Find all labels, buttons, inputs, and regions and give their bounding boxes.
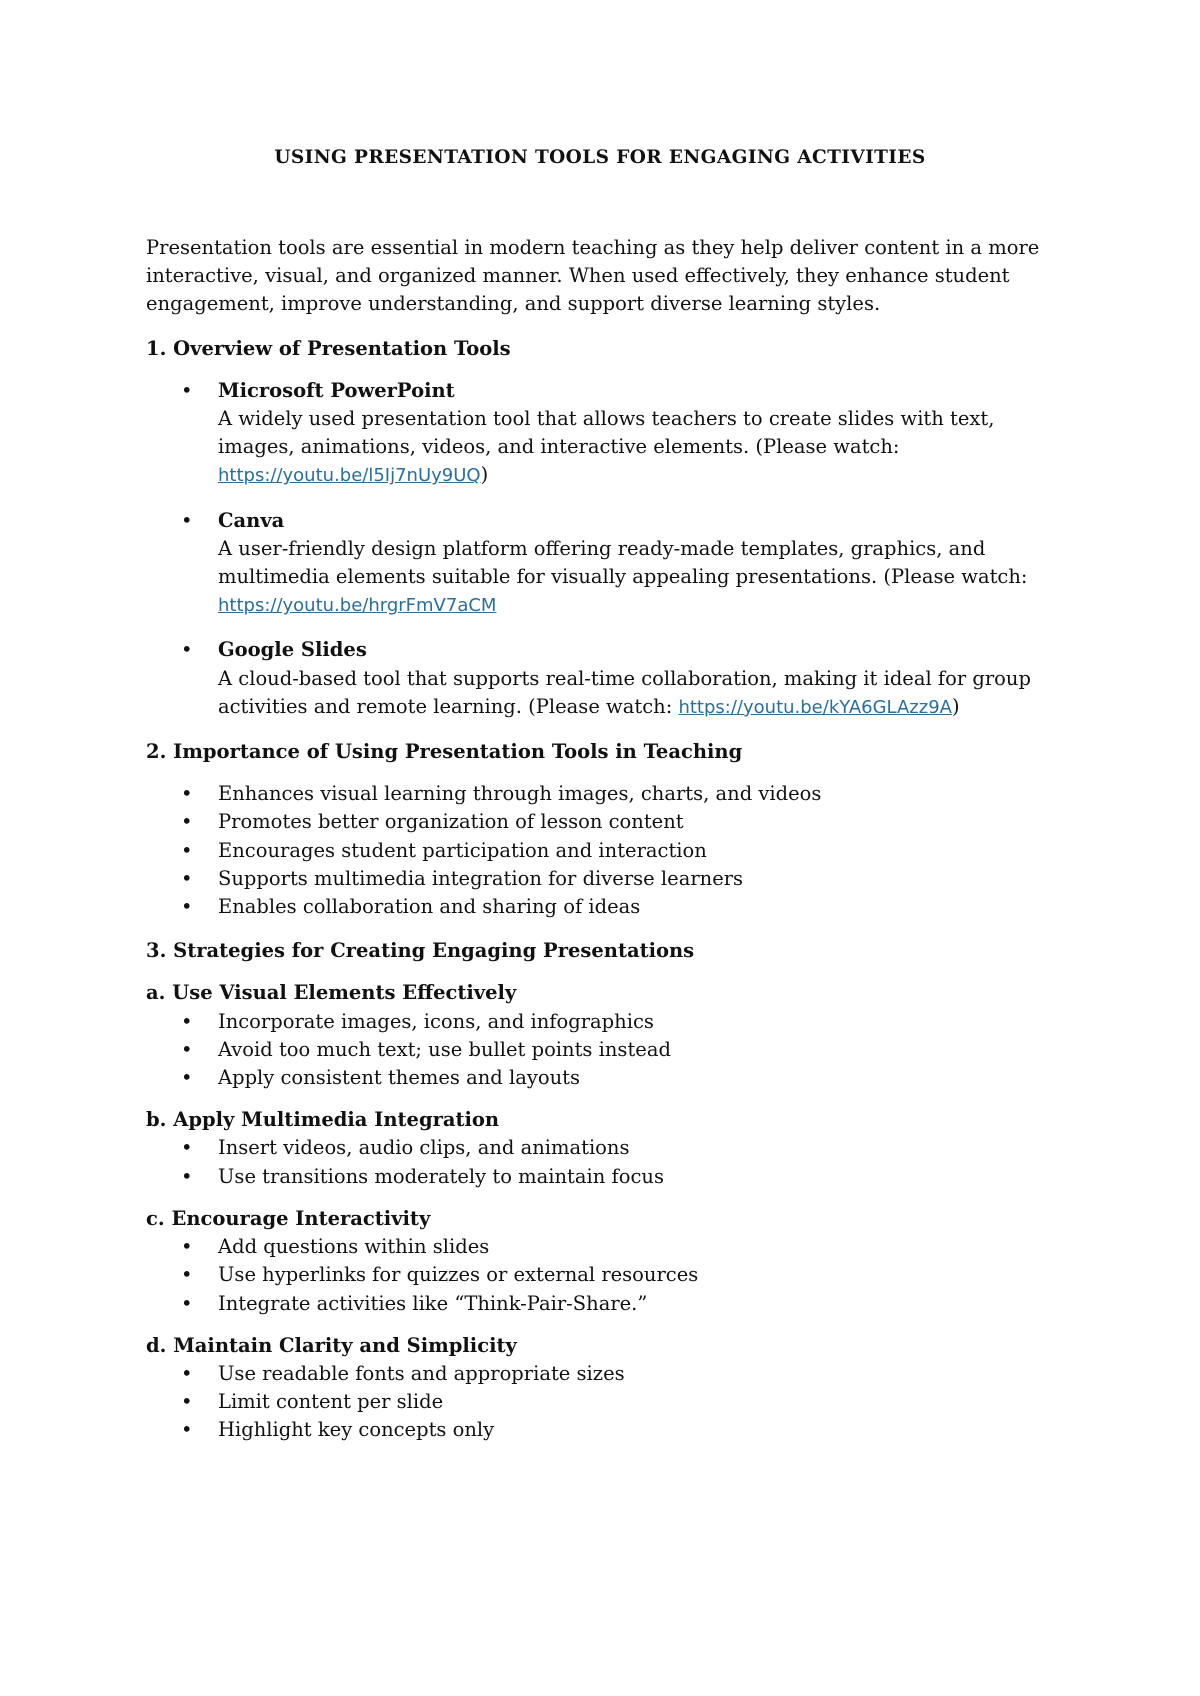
list-item: • Use readable fonts and appropriate sizes xyxy=(146,1360,1066,1388)
list-item: • Encourages student participation and interaction xyxy=(146,837,1066,865)
bullet-icon: • xyxy=(181,638,193,662)
list-item: • Use hyperlinks for quizzes or external resources xyxy=(146,1261,1066,1289)
list-item: • Enables collaboration and sharing of ideas xyxy=(146,893,1066,921)
subsection-b-heading: b. Apply Multimedia Integration xyxy=(146,1108,500,1132)
section-1-heading: 1. Overview of Presentation Tools xyxy=(146,336,511,360)
tool-description: A user-friendly design platform offering ready-made templates, graphics, and multimedia elements suitable for visually appealing presentations. (Please watch: https://youtu.be/hrgrFmV7aCM xyxy=(218,536,1028,617)
list-item: • Limit content per slide xyxy=(146,1388,1066,1416)
list-item: • Add questions within slides xyxy=(146,1233,1066,1261)
bullet-icon: • xyxy=(181,838,193,862)
bullet-icon: • xyxy=(181,1263,193,1287)
bullet-icon: • xyxy=(181,782,193,806)
tool-name: Canva xyxy=(218,508,285,532)
tool-name: Google Slides xyxy=(218,638,367,662)
subsection-c-heading: c. Encourage Interactivity xyxy=(146,1206,431,1230)
subsection-d-list xyxy=(146,1360,1066,1445)
video-link-google-slides[interactable]: https://youtu.be/kYA6GLAzz9A xyxy=(678,696,952,718)
document-body xyxy=(146,234,1066,1459)
bullet-icon: • xyxy=(181,1361,193,1385)
bullet-icon: • xyxy=(181,1136,193,1160)
tool-description: A cloud-based tool that supports real-time collaboration, making it ideal for group activities and remote learning. (Please watch: https://youtu.be/kYA6GLAzz9A) xyxy=(218,666,1031,718)
tool-description: A widely used presentation tool that allows teachers to create slides with text, images, animations, videos, and interactive elements. (Please watch: https://youtu.be/l5Ij7nUy9UQ) xyxy=(218,407,995,487)
bullet-icon: • xyxy=(181,1066,193,1090)
list-item: • Incorporate images, icons, and infographics xyxy=(146,1008,1066,1036)
list-item: • Promotes better organization of lesson content xyxy=(146,808,1066,836)
subsection-a-heading: a. Use Visual Elements Effectively xyxy=(146,981,517,1005)
tool-name: Microsoft PowerPoint xyxy=(218,378,455,402)
bullet-icon: • xyxy=(181,508,193,532)
tool-item-google-slides xyxy=(146,636,1066,722)
bullet-icon: • xyxy=(181,1390,193,1414)
list-item: • Highlight key concepts only xyxy=(146,1416,1066,1444)
list-item: • Avoid too much text; use bullet points instead xyxy=(146,1036,1066,1064)
tool-item-powerpoint xyxy=(146,377,1066,491)
list-item: • Supports multimedia integration for diverse learners xyxy=(146,865,1066,893)
bullet-icon: • xyxy=(181,866,193,890)
subsection-d-heading: d. Maintain Clarity and Simplicity xyxy=(146,1333,517,1357)
section-3-heading: 3. Strategies for Creating Engaging Presentations xyxy=(146,939,695,963)
video-link-powerpoint[interactable]: https://youtu.be/l5Ij7nUy9UQ xyxy=(218,465,481,487)
list-item: • Integrate activities like “Think-Pair-Share.” xyxy=(146,1290,1066,1318)
document-title: USING PRESENTATION TOOLS FOR ENGAGING ACTIVITIES xyxy=(274,147,926,168)
intro-paragraph: Presentation tools are essential in modern teaching as they help deliver content in a more interactive, visual, and organized manner. When used effectively, they enhance student engagement, improve understanding, and support diverse learning styles. xyxy=(146,236,1040,316)
tools-list xyxy=(146,377,1066,722)
bullet-icon: • xyxy=(181,1291,193,1315)
list-item: • Enhances visual learning through images, charts, and videos xyxy=(146,780,1066,808)
bullet-icon: • xyxy=(181,1009,193,1033)
list-item: • Use transitions moderately to maintain focus xyxy=(146,1163,1066,1191)
bullet-icon: • xyxy=(181,1037,193,1061)
bullet-icon: • xyxy=(181,1164,193,1188)
bullet-icon: • xyxy=(181,810,193,834)
section-2-heading: 2. Importance of Using Presentation Tools in Teaching xyxy=(146,740,743,764)
video-link-canva[interactable]: https://youtu.be/hrgrFmV7aCM xyxy=(218,595,497,617)
importance-list xyxy=(146,780,1066,921)
bullet-icon: • xyxy=(181,378,193,402)
list-item: • Insert videos, audio clips, and animations xyxy=(146,1134,1066,1162)
list-item: • Apply consistent themes and layouts xyxy=(146,1064,1066,1092)
bullet-icon: • xyxy=(181,1418,193,1442)
bullet-icon: • xyxy=(181,895,193,919)
subsection-c-list xyxy=(146,1233,1066,1318)
subsection-b-list xyxy=(146,1134,1066,1190)
tool-item-canva xyxy=(146,507,1066,621)
subsection-a-list xyxy=(146,1008,1066,1093)
bullet-icon: • xyxy=(181,1235,193,1259)
